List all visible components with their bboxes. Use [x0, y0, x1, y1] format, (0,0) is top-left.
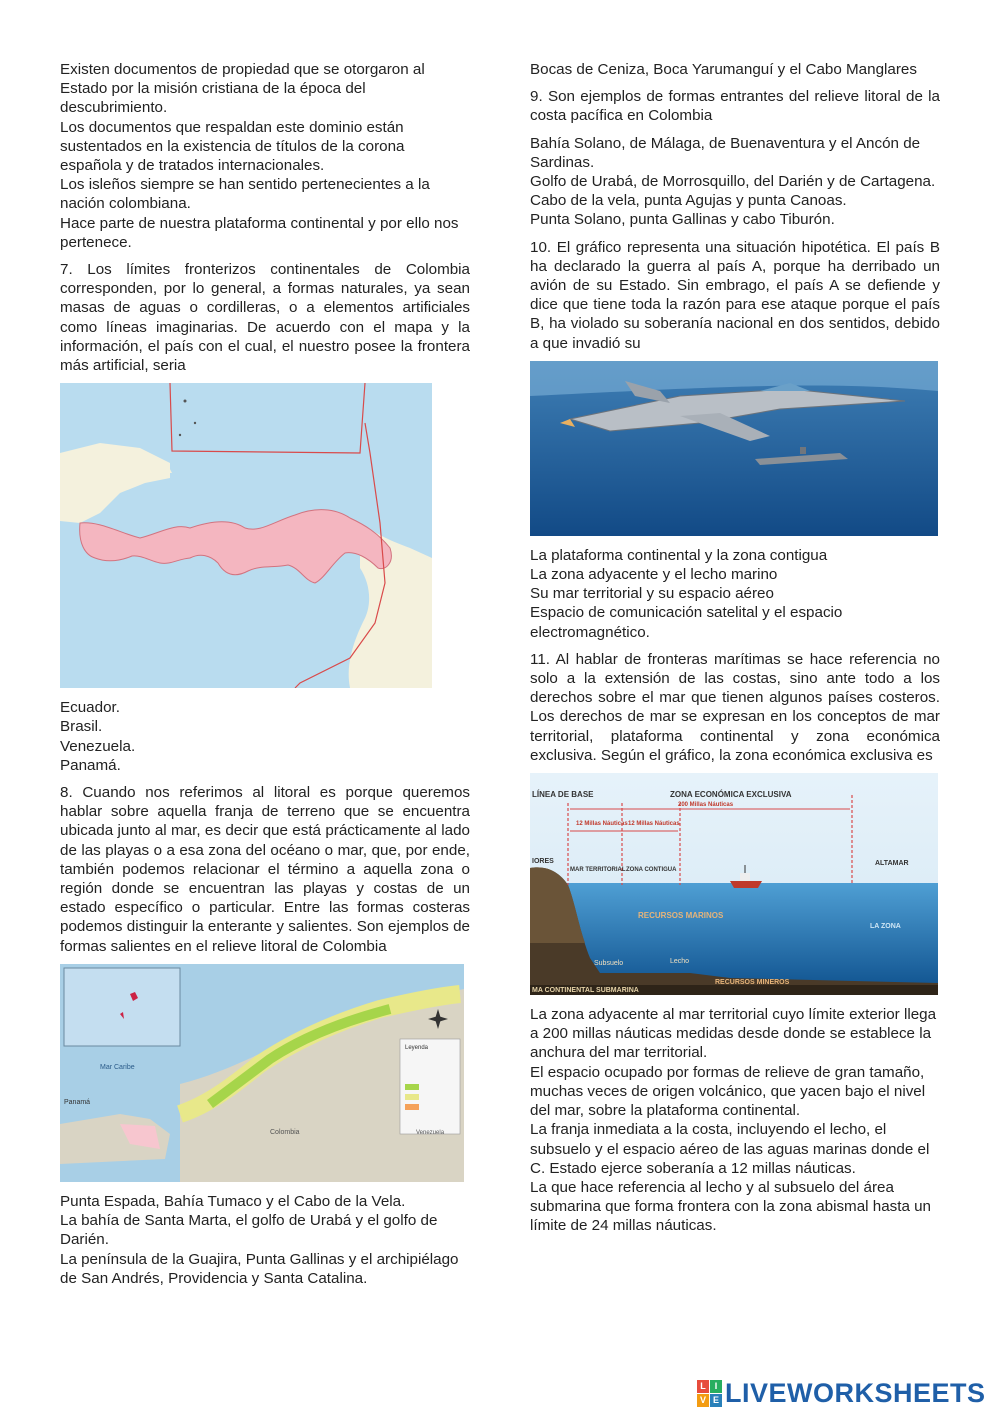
- label-colombia: Colombia: [270, 1128, 300, 1136]
- q8-options: [60, 1192, 470, 1288]
- q8-option-d[interactable]: Bocas de Ceniza, Boca Yarumanguí y el Cabo Manglares: [530, 61, 917, 78]
- left-column: [60, 60, 470, 1296]
- q10-option-a[interactable]: La plataforma continental y la zona contigua: [530, 546, 828, 564]
- q6-option-c[interactable]: Los isleños siempre se han sentido pertenecientes a la nación colombiana.: [60, 176, 430, 213]
- label-lecho: Lecho: [670, 958, 690, 966]
- logo-text: LIVEWORKSHEETS: [725, 1378, 986, 1408]
- coast-map-graphic: [60, 964, 464, 1182]
- q11-options: [530, 1005, 940, 1235]
- q10-options: [530, 546, 940, 642]
- label-linea-base: LÍNEA DE BASE: [532, 790, 594, 800]
- label-subsuelo: Subsuelo: [594, 960, 624, 968]
- label-12-millas-b: 12 Millas Náuticas: [628, 821, 680, 828]
- label-zona-contigua: ZONA CONTIGUA: [626, 867, 677, 874]
- logo-blocks-icon: L I V E: [697, 1380, 722, 1407]
- q9-option-a[interactable]: Bahía Solano, de Málaga, de Buenaventura y el Ancón de Sardinas.: [530, 134, 921, 171]
- q9-options: [530, 134, 940, 230]
- q6-option-b[interactable]: Los documentos que respaldan este dominio están sustentados en la existencia de títulos de la corona española y de tratados internacionales.: [60, 118, 405, 175]
- q7-option-a[interactable]: Ecuador.: [60, 699, 120, 717]
- q7-option-d[interactable]: Panamá.: [60, 756, 121, 774]
- q8-option-c[interactable]: La península de la Guajira, Punta Gallinas y el archipiélago de San Andrés, Providencia y Santa Catalina.: [60, 1250, 459, 1287]
- question-8-text: 8. Cuando nos referimos al litoral es porque queremos hablar sobre aquella franja de terreno que se encuentra ubicada junto al mar, es decir que está prácticamente al lado de las playas o a esa zona del océano o mar, que, por ende, también podemos relacionar el término a aquella zona o región donde se encuentran las playas y costas de un estado específico o particular. Entre las formas costeras podemos distinguir la enterante y salientes. Son ejemplos de formas salientes en el relieve litoral de Colombia: [60, 784, 470, 955]
- question-9-text: 9. Son ejemplos de formas entrantes del relieve litoral de la costa pacífica en Colombia: [530, 88, 940, 125]
- q11-option-d[interactable]: La que hace referencia al lecho y al subsuelo del área submarina que forma frontera con la zona abismal hasta un límite de 24 millas náuticas.: [530, 1178, 932, 1235]
- label-12-millas-a: 12 Millas Náuticas: [576, 821, 628, 828]
- label-venezuela: Venezuela: [416, 1129, 445, 1136]
- label-recursos-mineros: RECURSOS MINEROS: [715, 979, 790, 987]
- label-recursos-marinos: RECURSOS MARINOS: [638, 911, 724, 921]
- q9-option-d[interactable]: Punta Solano, punta Gallinas y cabo Tiburón.: [530, 211, 835, 229]
- liveworksheets-logo[interactable]: [697, 1378, 986, 1409]
- q6-option-a[interactable]: Existen documentos de propiedad que se otorgaron al Estado por la misión cristiana de la época del descubrimiento.: [60, 61, 425, 117]
- q6-options: [60, 60, 470, 252]
- q9-option-c[interactable]: Cabo de la vela, punta Agujas y punta Canoas.: [530, 192, 847, 210]
- q10-option-d[interactable]: Espacio de comunicación satelital y el espacio electromagnético.: [530, 604, 843, 641]
- label-leyenda: Leyenda: [405, 1044, 429, 1051]
- q6-option-d[interactable]: Hace parte de nuestra plataforma continental y por ello nos pertenece.: [60, 214, 459, 251]
- q7-option-b[interactable]: Brasil.: [60, 718, 103, 736]
- q9-option-b[interactable]: Golfo de Urabá, de Morrosquillo, del Darién y de Cartagena.: [530, 173, 936, 191]
- question-10-text: 10. El gráfico representa una situación hipotética. El país B ha declarado la guerra al país A, porque ha derribado un avión de su Estado. Sin embrago, el país A se defiende y dice que tiene toda la razón para ese ataque porque el país B, ha violado su soberanía nacional en dos sentidos, debido a que invadió su: [530, 238, 940, 352]
- q11-option-b[interactable]: El espacio ocupado por formas de relieve de gran tamaño, muchas veces de origen volcánico, que yacen bajo el nivel del mar, sobre la plataforma continental.: [530, 1063, 926, 1120]
- label-zee: ZONA ECONÓMICA EXCLUSIVA: [670, 790, 792, 800]
- maritime-diagram-graphic: [530, 773, 938, 995]
- maritime-zones-diagram: [530, 773, 938, 995]
- q8-option-d-block: [530, 60, 940, 79]
- q11-option-c[interactable]: La franja inmediata a la costa, incluyendo el lecho, el subsuelo y el espacio aéreo de las aguas marinas donde el C. Estado ejerce soberanía a 12 millas náuticas.: [530, 1121, 930, 1177]
- jet-carrier-photo: [530, 361, 938, 536]
- label-panama: Panamá: [64, 1098, 91, 1106]
- q7-option-c[interactable]: Venezuela.: [60, 737, 136, 755]
- q8-option-a[interactable]: Punta Espada, Bahía Tumaco y el Cabo de la Vela.: [60, 1192, 406, 1210]
- label-iores: IORES: [532, 858, 554, 866]
- q7-options: [60, 698, 470, 775]
- jet-photo-graphic: [530, 361, 938, 536]
- label-plataforma: MA CONTINENTAL SUBMARINA: [532, 987, 639, 995]
- panama-map-graphic: [60, 383, 432, 688]
- q10-option-c[interactable]: Su mar territorial y su espacio aéreo: [530, 585, 774, 603]
- label-mar-caribe: Mar Caribe: [100, 1063, 135, 1071]
- panama-map: [60, 383, 432, 688]
- right-column: [530, 60, 940, 1244]
- label-200-millas: 200 Millas Náuticas: [678, 802, 734, 809]
- colombia-coast-map: [60, 964, 464, 1182]
- q10-option-b[interactable]: La zona adyacente y el lecho marino: [530, 566, 778, 584]
- q8-option-b[interactable]: La bahía de Santa Marta, el golfo de Urabá y el golfo de Darién.: [60, 1212, 438, 1249]
- label-altamar: ALTAMAR: [875, 860, 909, 868]
- q11-option-a[interactable]: La zona adyacente al mar territorial cuyo límite exterior llega a 200 millas náuticas medidas desde donde se establece la anchura del mar territorial.: [530, 1006, 937, 1062]
- label-la-zona: LA ZONA: [870, 923, 901, 931]
- label-mar-territorial: MAR TERRITORIAL: [570, 867, 626, 874]
- question-7-text: 7. Los límites fronterizos continentales de Colombia corresponden, por lo general, a formas naturales, ya sean masas de aguas o cordilleras, o a elementos artificiales como líneas imaginarias. De acuerdo con el mapa y la información, el país con el cual, el nuestro posee la frontera más artificial, seria: [60, 261, 470, 375]
- question-11-text: 11. Al hablar de fronteras marítimas se hace referencia no solo a la extensión de las costas, sino ante todo a los derechos sobre el mar que tienen algunos países costeros. Los derechos de mar se expresan en los conceptos de mar territorial, plataforma continental y zona económica exclusiva. Según el gráfico, la zona económica exclusiva es: [530, 650, 940, 764]
